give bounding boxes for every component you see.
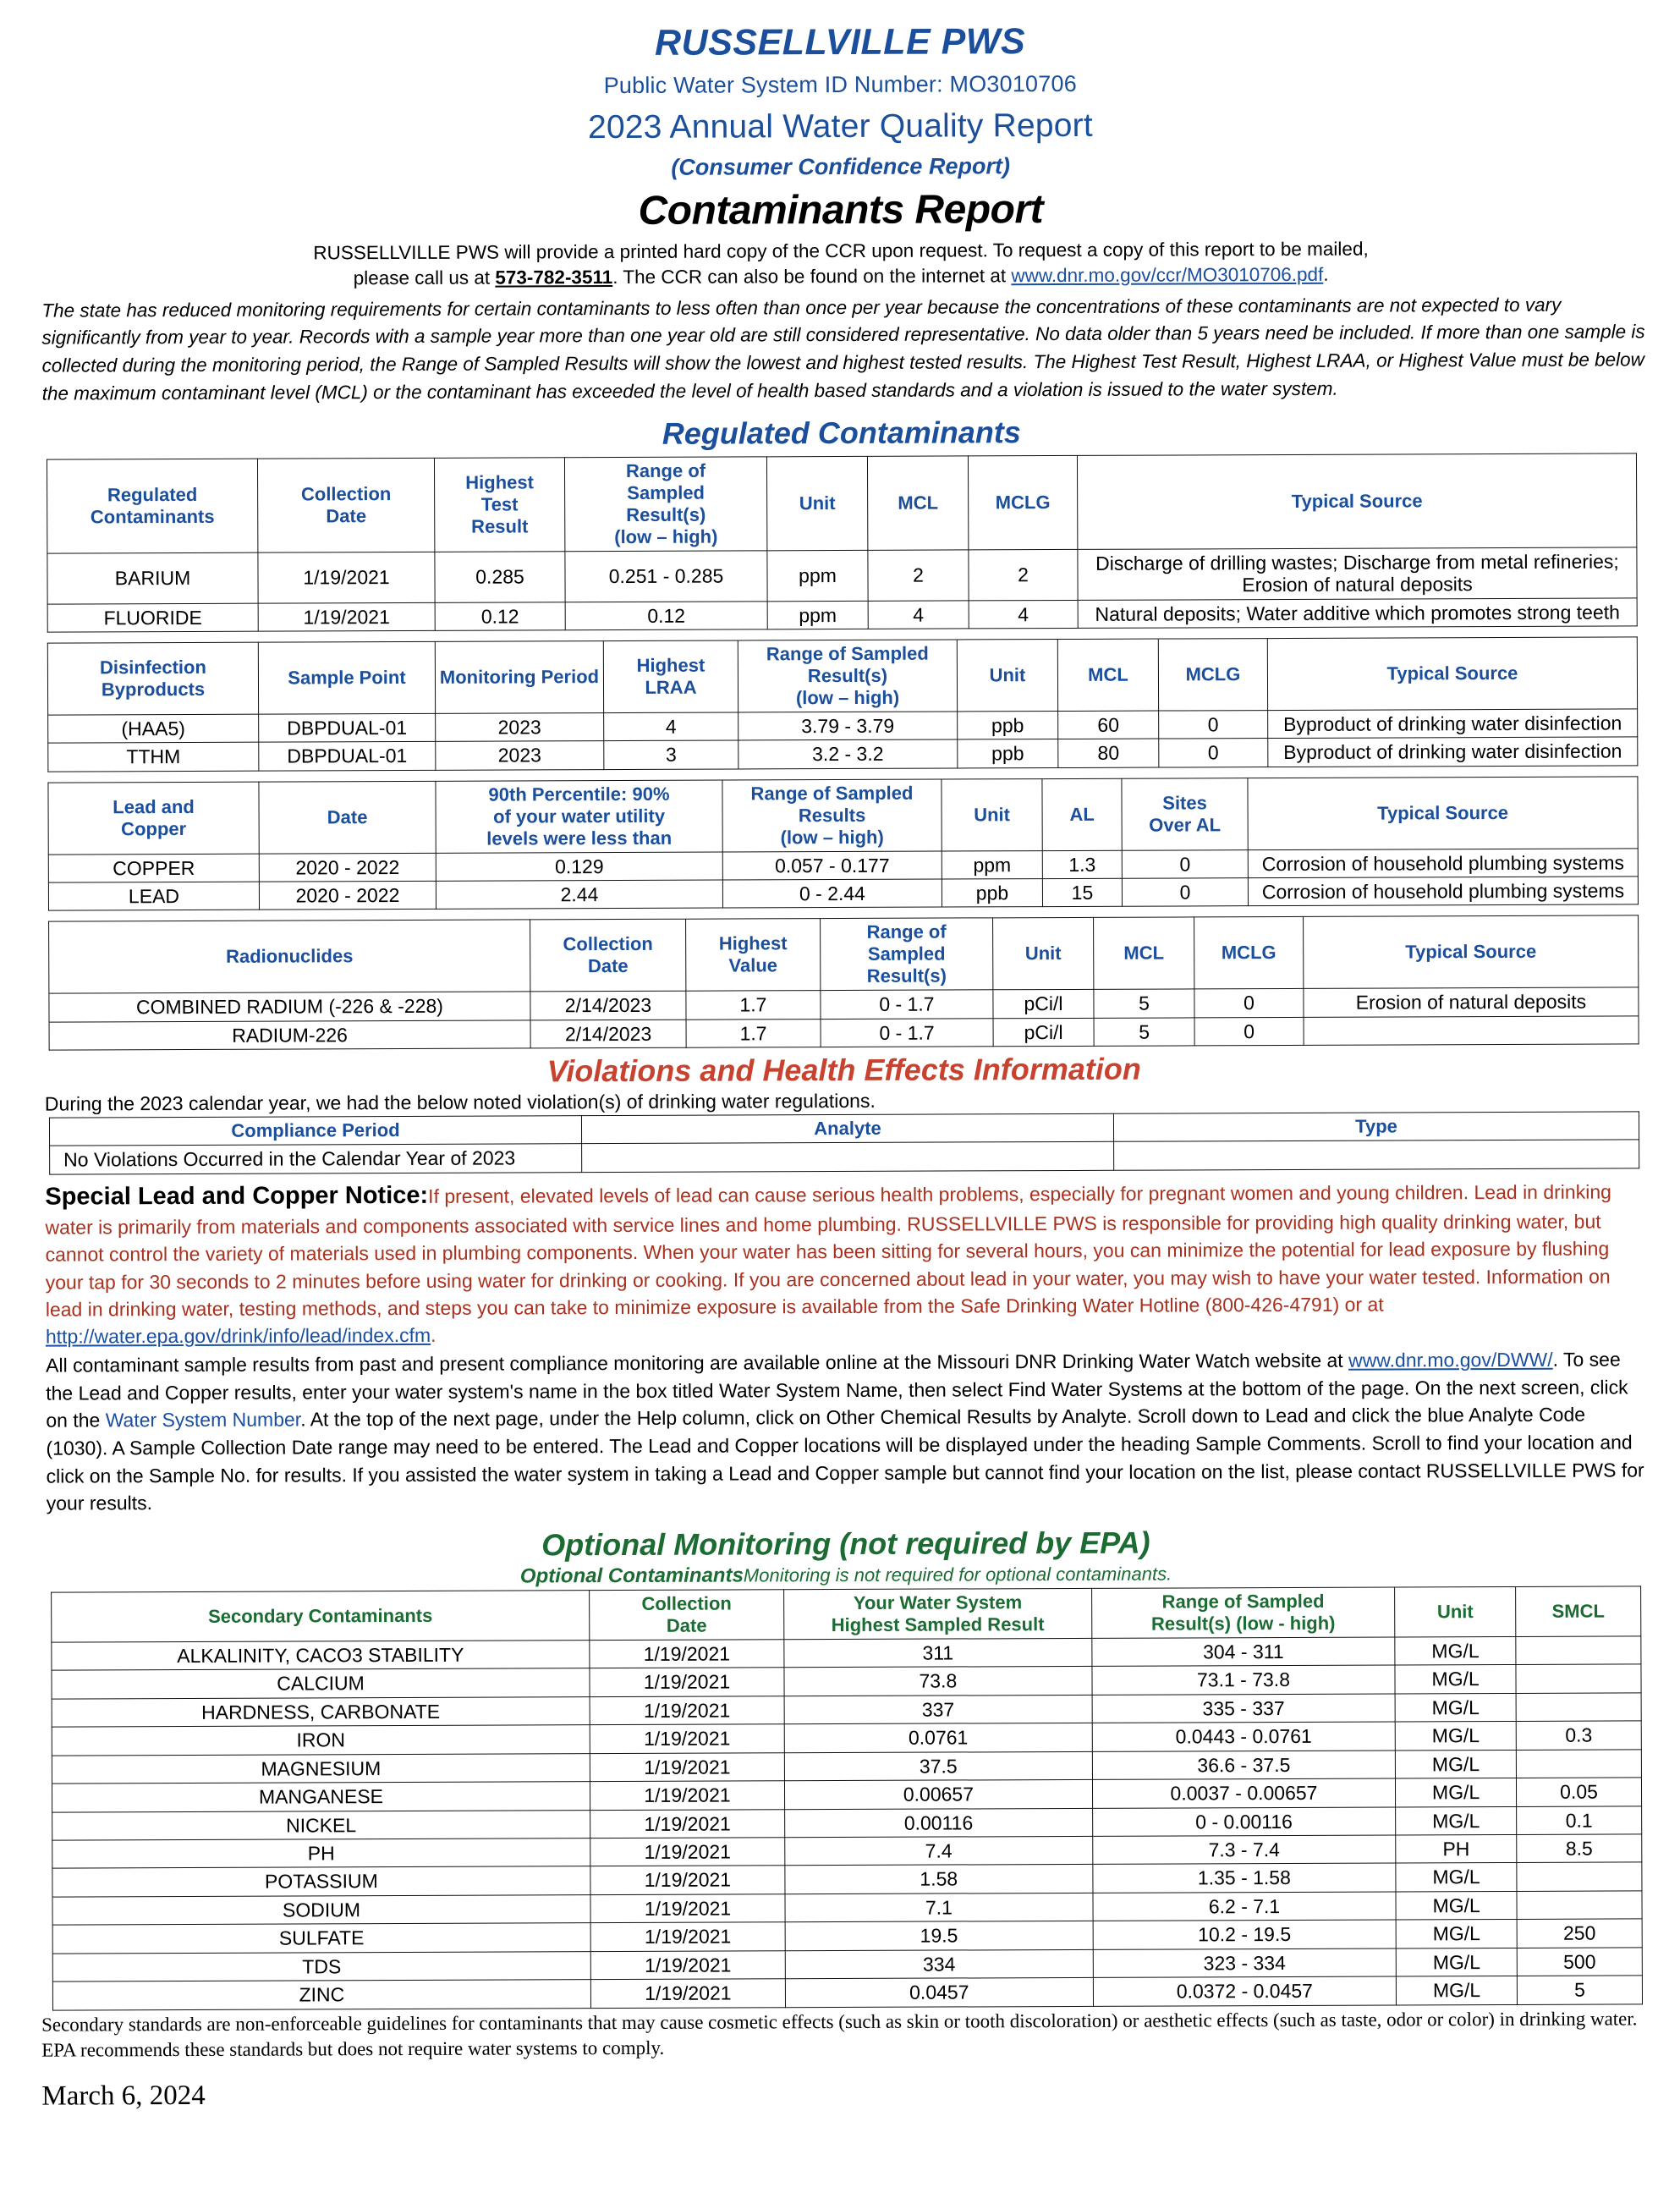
unit: pCi/l bbox=[993, 1018, 1094, 1047]
report-header bbox=[0, 20, 1680, 237]
highest-sampled-result: 334 bbox=[785, 1949, 1093, 1979]
unit: ppb bbox=[958, 711, 1058, 739]
lead-and-copper-table bbox=[47, 776, 1639, 911]
col-range-of-sampled-results: Range of Sampled Results (low – high) bbox=[722, 779, 942, 852]
col-range-of-sampled-results: Range of Sampled Result(s) (low – high) bbox=[738, 640, 957, 712]
highest-sampled-result: 311 bbox=[784, 1638, 1092, 1668]
contaminant-name: MAGNESIUM bbox=[52, 1753, 590, 1784]
table-row bbox=[47, 547, 1637, 604]
sample-point: DBPDUAL-01 bbox=[259, 742, 436, 771]
contaminant-name: TDS bbox=[52, 1951, 590, 1981]
disinfection-byproducts-table bbox=[47, 636, 1639, 772]
unit: MG/L bbox=[1395, 1665, 1516, 1694]
range-sampled: 304 - 311 bbox=[1092, 1637, 1396, 1667]
col-highest-lraa: Highest LRAA bbox=[603, 640, 738, 712]
table-header-row bbox=[48, 777, 1638, 855]
col-unit: Unit bbox=[1395, 1587, 1516, 1637]
date: 2020 - 2022 bbox=[259, 853, 436, 882]
violations-intro-text: During the 2023 calendar year, we had the below noted violation(s) of drinking water regulations. bbox=[44, 1090, 876, 1115]
smcl bbox=[1516, 1693, 1641, 1722]
unit: MG/L bbox=[1396, 1948, 1517, 1976]
mcl: 4 bbox=[868, 600, 969, 629]
typical-source: Byproduct of drinking water disinfection bbox=[1268, 737, 1638, 767]
highest-lraa: 3 bbox=[604, 740, 738, 769]
unit: ppm bbox=[942, 850, 1042, 879]
col-date: Date bbox=[259, 781, 436, 854]
smcl: 5 bbox=[1517, 1976, 1642, 2004]
col-secondary-contaminants: Secondary Contaminants bbox=[52, 1591, 590, 1642]
highest-value: 1.7 bbox=[686, 1019, 821, 1047]
col-analyte: Analyte bbox=[581, 1113, 1113, 1143]
unit: MG/L bbox=[1396, 1891, 1517, 1920]
secondary-contaminants-body bbox=[52, 1636, 1643, 2010]
mclg: 0 bbox=[1159, 739, 1268, 767]
col-mclg: MCLG bbox=[1194, 917, 1304, 989]
collection-date: 1/19/2021 bbox=[590, 1724, 784, 1753]
collection-date: 1/19/2021 bbox=[590, 1979, 785, 2008]
unit: MG/L bbox=[1397, 1976, 1518, 2005]
contaminant-name: POTASSIUM bbox=[52, 1866, 590, 1897]
unit: MG/L bbox=[1396, 1778, 1517, 1807]
range-sampled: 3.79 - 3.79 bbox=[738, 712, 958, 740]
table-header-row bbox=[47, 637, 1637, 715]
highest-sampled-result: 337 bbox=[784, 1695, 1092, 1724]
unit: MG/L bbox=[1396, 1920, 1517, 1948]
contaminant-name: HARDNESS, CARBONATE bbox=[52, 1697, 590, 1728]
mclg: 0 bbox=[1159, 710, 1268, 739]
regulated-contaminants-title: Regulated Contaminants bbox=[662, 415, 1021, 451]
smcl bbox=[1516, 1750, 1641, 1778]
col-range-of-sampled-results: Range of Sampled Result(s) (low - high) bbox=[1091, 1587, 1395, 1638]
table-header-row bbox=[52, 1586, 1641, 1642]
highest-value: 1.7 bbox=[686, 991, 821, 1020]
regulated-contaminants-table bbox=[47, 453, 1638, 632]
contaminant-name: SULFATE bbox=[52, 1923, 590, 1954]
typical-source: Erosion of natural deposits bbox=[1304, 987, 1639, 1017]
unit: MG/L bbox=[1395, 1636, 1516, 1665]
no-violations-text: No Violations Occurred in the Calendar Year of 2023 bbox=[50, 1144, 582, 1174]
contaminant-name: (HAA5) bbox=[48, 714, 259, 743]
col-collection-date: Collection Date bbox=[530, 920, 686, 992]
report-subtitle: (Consumer Confidence Report) bbox=[671, 153, 1010, 180]
analyte-value bbox=[582, 1141, 1114, 1172]
period: . bbox=[1323, 263, 1329, 285]
contaminant-name: NICKEL bbox=[52, 1810, 590, 1840]
collection-date: 2/14/2023 bbox=[530, 992, 686, 1020]
typical-source: Corrosion of household plumbing systems bbox=[1248, 848, 1638, 877]
range-sampled: 0.12 bbox=[565, 601, 767, 629]
percentile-value: 0.129 bbox=[436, 852, 722, 882]
range-sampled: 0 - 0.00116 bbox=[1092, 1807, 1396, 1837]
contaminant-name: MANGANESE bbox=[52, 1782, 590, 1812]
monitoring-explanation-paragraph: The state has reduced monitoring requirements for certain contaminants to less often than once per year because the concentrations of these contaminants are not expected to vary significantly from year to year. Records with a sample year more than one year old are still considered representative. No data older than 5 years need be included. If more than one sample is collected during the monitoring period, the Range of Sampled Results will show the lowest and highest tested results. The Highest Test Result, Highest LRAA, or Highest Value must be below the maximum contaminant level (MCL) or the contaminant has exceeded the level of health based standards and a violation is issued to the water system. bbox=[41, 294, 1645, 404]
unit: pCi/l bbox=[993, 990, 1094, 1019]
smcl bbox=[1517, 1862, 1642, 1891]
highest-sampled-result: 19.5 bbox=[785, 1921, 1093, 1951]
collection-date: 2/14/2023 bbox=[530, 1020, 686, 1048]
col-sites-over-al: Sites Over AL bbox=[1122, 778, 1248, 849]
range-sampled: 3.2 - 3.2 bbox=[738, 739, 958, 768]
highest-sampled-result: 1.58 bbox=[785, 1865, 1093, 1894]
unit: MG/L bbox=[1396, 1806, 1517, 1835]
col-typical-source: Typical Source bbox=[1077, 453, 1636, 549]
col-collection-date: Collection Date bbox=[257, 458, 434, 552]
violations-title: Violations and Health Effects Information bbox=[546, 1051, 1141, 1089]
col-radionuclides: Radionuclides bbox=[49, 920, 530, 993]
col-mcl: MCL bbox=[1057, 639, 1158, 711]
range-sampled: 0.0443 - 0.0761 bbox=[1092, 1722, 1396, 1751]
sites-over-al: 0 bbox=[1122, 878, 1248, 907]
epa-lead-link[interactable]: http://water.epa.gov/drink/info/lead/index.cfm bbox=[45, 1323, 431, 1348]
range-sampled: 0.0372 - 0.0457 bbox=[1093, 1976, 1397, 2006]
col-lead-and-copper: Lead and Copper bbox=[48, 782, 259, 855]
range-sampled: 0 - 1.7 bbox=[821, 990, 993, 1019]
contaminant-name: COPPER bbox=[48, 854, 259, 882]
range-sampled: 323 - 334 bbox=[1093, 1948, 1397, 1978]
mcl: 2 bbox=[868, 550, 969, 601]
smcl bbox=[1516, 1636, 1641, 1665]
drinking-water-watch-paragraph bbox=[46, 1345, 1652, 1517]
violations-table bbox=[49, 1112, 1639, 1175]
special-lead-copper-notice bbox=[45, 1173, 1651, 1350]
mclg: 4 bbox=[969, 600, 1078, 629]
collection-date: 1/19/2021 bbox=[590, 1894, 785, 1923]
col-monitoring-period: Monitoring Period bbox=[435, 641, 603, 714]
dww-part-2: . To see the Lead and Copper results, enter your water system's name in the box titled Water System Name, then select Find Water Systems at the bottom of the page. On the next screen, click on the bbox=[46, 1348, 1628, 1432]
range-sampled: 73.1 - 73.8 bbox=[1092, 1665, 1396, 1695]
monitoring-period: 2023 bbox=[436, 712, 604, 741]
typical-source: Discharge of drilling wastes; Discharge from metal refineries; Erosion of natural deposits bbox=[1078, 547, 1637, 600]
al: 1.3 bbox=[1042, 850, 1122, 879]
notice-body: If present, elevated levels of lead can cause serious health problems, especially for pregnant women and young children. Lead in drinking water is primarily from materials and components associated with service lines and home plumbing. RUSSELLVILLE PWS is responsible for providing high quality drinking water, but cannot control the variety of materials used in plumbing components. When your water has been sitting for several hours, you can minimize the potential for lead exposure by flushing your tap for 30 seconds to 2 minutes before using water for drinking or cooking. If you are concerned about lead in your water, you may wish to have your water tested. Information on lead in drinking water, testing methods, and steps you can take to minimize exposure is available from the Safe Drinking Water Hotline (800-426-4791) or at bbox=[45, 1180, 1611, 1321]
col-mcl: MCL bbox=[1094, 917, 1194, 989]
col-regulated-contaminants: Regulated Contaminants bbox=[47, 459, 257, 553]
unit: ppm bbox=[767, 601, 868, 629]
col-unit: Unit bbox=[957, 640, 1057, 712]
col-highest-value: Highest Value bbox=[686, 919, 821, 991]
phone-number[interactable]: 573-782-3511 bbox=[495, 266, 613, 289]
monitoring-period: 2023 bbox=[436, 741, 604, 770]
highest-sampled-result: 0.0761 bbox=[784, 1723, 1092, 1753]
col-mclg: MCLG bbox=[1158, 639, 1267, 711]
table-header-row bbox=[47, 453, 1636, 553]
collection-date: 1/19/2021 bbox=[590, 1922, 785, 1951]
smcl: 0.1 bbox=[1517, 1806, 1642, 1834]
contaminant-name: RADIUM-226 bbox=[49, 1020, 530, 1051]
optional-contaminants-label: Optional Contaminants bbox=[519, 1564, 744, 1588]
sample-point: DBPDUAL-01 bbox=[259, 713, 436, 742]
col-90th-percentile: 90th Percentile: 90% of your water utility levels were less than bbox=[436, 780, 722, 853]
col-highest-test-result: Highest Test Result bbox=[434, 458, 564, 552]
range-sampled: 7.3 - 7.4 bbox=[1092, 1835, 1396, 1865]
contaminant-name: TTHM bbox=[48, 742, 259, 771]
collection-date: 1/19/2021 bbox=[258, 552, 435, 603]
percentile-value: 2.44 bbox=[436, 880, 722, 910]
table-row bbox=[52, 1976, 1642, 2010]
contaminant-name: FLUORIDE bbox=[47, 603, 258, 632]
water-system-number-phrase: Water System Number bbox=[105, 1408, 301, 1432]
contaminant-name: PH bbox=[52, 1838, 590, 1869]
mclg: 0 bbox=[1194, 1017, 1304, 1046]
mcl: 5 bbox=[1094, 989, 1194, 1018]
mcl: 5 bbox=[1094, 1018, 1194, 1047]
range-sampled: 0.251 - 0.285 bbox=[565, 551, 767, 602]
highest-sampled-result: 0.0457 bbox=[785, 1978, 1093, 2008]
collection-date: 1/19/2021 bbox=[590, 1781, 784, 1810]
smcl: 8.5 bbox=[1517, 1834, 1642, 1863]
dww-link[interactable]: www.dnr.mo.gov/DWW/ bbox=[1348, 1348, 1553, 1371]
col-range-of-sampled-results: Range of Sampled Result(s) (low – high) bbox=[564, 457, 766, 552]
typical-source: Byproduct of drinking water disinfection bbox=[1268, 709, 1638, 739]
range-sampled: 1.35 - 1.58 bbox=[1093, 1863, 1397, 1893]
smcl: 250 bbox=[1517, 1919, 1642, 1948]
unit: ppb bbox=[942, 879, 1042, 908]
col-unit: Unit bbox=[993, 918, 1094, 990]
col-unit: Unit bbox=[942, 778, 1042, 850]
highest-lraa: 4 bbox=[604, 712, 738, 741]
col-unit: Unit bbox=[766, 456, 867, 550]
main-heading: Contaminants Report bbox=[638, 187, 1044, 234]
highest-sampled-result: 0.00116 bbox=[785, 1808, 1093, 1838]
notice-period: . bbox=[431, 1323, 436, 1346]
contaminant-name: LEAD bbox=[48, 882, 259, 910]
smcl bbox=[1517, 1891, 1642, 1920]
contaminant-name: IRON bbox=[52, 1725, 590, 1756]
col-mcl: MCL bbox=[867, 456, 968, 550]
contaminant-name: ZINC bbox=[52, 1980, 590, 2010]
highest-sampled-result: 37.5 bbox=[784, 1751, 1092, 1781]
report-title: 2023 Annual Water Quality Report bbox=[587, 107, 1093, 146]
col-disinfection-byproducts: Disinfection Byproducts bbox=[47, 642, 258, 715]
range-sampled: 335 - 337 bbox=[1092, 1694, 1396, 1723]
typical-source bbox=[1304, 1016, 1639, 1046]
mclg: 0 bbox=[1194, 989, 1304, 1018]
radionuclides-table bbox=[48, 915, 1639, 1051]
unit: MG/L bbox=[1396, 1863, 1517, 1892]
report-date: March 6, 2024 bbox=[41, 2080, 206, 2113]
col-range-of-sampled-results: Range of Sampled Result(s) bbox=[821, 918, 993, 991]
collection-date: 1/19/2021 bbox=[590, 1951, 785, 1980]
al: 15 bbox=[1042, 878, 1122, 907]
smcl: 500 bbox=[1517, 1948, 1642, 1976]
col-sample-point: Sample Point bbox=[258, 641, 435, 714]
col-smcl: SMCL bbox=[1516, 1586, 1641, 1636]
col-typical-source: Typical Source bbox=[1267, 637, 1637, 711]
contaminant-name: CALCIUM bbox=[52, 1668, 590, 1699]
unit: PH bbox=[1396, 1834, 1517, 1863]
highest-sampled-result: 73.8 bbox=[784, 1667, 1092, 1696]
unit: ppb bbox=[958, 739, 1058, 768]
col-al: AL bbox=[1042, 778, 1122, 850]
range-sampled: 6.2 - 7.1 bbox=[1093, 1892, 1397, 1921]
secondary-contaminants-table bbox=[51, 1586, 1643, 2010]
collection-date: 1/19/2021 bbox=[590, 1668, 784, 1696]
range-sampled: 0 - 1.7 bbox=[821, 1019, 993, 1047]
range-sampled: 36.6 - 37.5 bbox=[1092, 1751, 1396, 1780]
optional-monitoring-title: Optional Monitoring (not required by EPA) bbox=[541, 1525, 1150, 1563]
hardcopy-line-1: RUSSELLVILLE PWS will provide a printed hard copy of the CCR upon request. To request a copy of this report to be mailed, bbox=[313, 238, 1369, 264]
collection-date: 1/19/2021 bbox=[590, 1640, 784, 1668]
range-sampled: 10.2 - 19.5 bbox=[1093, 1920, 1397, 1949]
contaminant-name: COMBINED RADIUM (-226 & -228) bbox=[49, 992, 530, 1022]
smcl bbox=[1516, 1664, 1641, 1693]
optional-monitoring-note: Monitoring is not required for optional contaminants. bbox=[743, 1563, 1172, 1586]
ccr-document-page bbox=[0, 20, 1680, 2193]
mclg: 2 bbox=[969, 549, 1078, 600]
collection-date: 1/19/2021 bbox=[590, 1753, 784, 1782]
highest-sampled-result: 0.00657 bbox=[784, 1780, 1092, 1810]
unit: MG/L bbox=[1395, 1722, 1516, 1751]
sites-over-al: 0 bbox=[1122, 849, 1248, 878]
pws-id-number: Public Water System ID Number: MO3010706 bbox=[603, 71, 1077, 99]
col-typical-source: Typical Source bbox=[1248, 777, 1638, 850]
col-type: Type bbox=[1113, 1112, 1639, 1141]
mcl: 80 bbox=[1058, 739, 1159, 767]
typical-source: Natural deposits; Water additive which promotes strong teeth bbox=[1078, 597, 1637, 628]
collection-date: 1/19/2021 bbox=[590, 1696, 784, 1725]
hardcopy-request-text bbox=[1, 235, 1680, 292]
contaminant-name: ALKALINITY, CACO3 STABILITY bbox=[52, 1641, 590, 1671]
smcl: 0.05 bbox=[1516, 1778, 1641, 1806]
table-row bbox=[49, 1016, 1639, 1051]
collection-date: 1/19/2021 bbox=[258, 602, 435, 631]
col-highest-sampled-result: Your Water System Highest Sampled Result bbox=[784, 1588, 1092, 1639]
range-sampled: 0.057 - 0.177 bbox=[722, 851, 942, 880]
call-us-prefix: please call us at bbox=[353, 267, 496, 289]
collection-date: 1/19/2021 bbox=[590, 1866, 785, 1894]
typical-source: Corrosion of household plumbing systems bbox=[1248, 877, 1638, 906]
col-compliance-period: Compliance Period bbox=[49, 1116, 581, 1146]
col-mclg: MCLG bbox=[968, 455, 1077, 549]
type-value bbox=[1114, 1140, 1639, 1170]
col-typical-source: Typical Source bbox=[1304, 915, 1639, 988]
secondary-standards-footnote: Secondary standards are non-enforceable guidelines for contaminants that may cause cosmetic effects (such as skin or tooth discoloration) or aesthetic effects (such as taste, odor or color) in drinking water. EPA recommends these standards but does not require water systems to comply. bbox=[41, 2008, 1638, 2061]
mcl: 60 bbox=[1058, 711, 1159, 739]
internet-prefix: . The CCR can also be found on the internet at bbox=[612, 265, 1012, 288]
date: 2020 - 2022 bbox=[259, 881, 436, 910]
contaminant-name: SODIUM bbox=[52, 1895, 590, 1926]
highest-sampled-result: 7.1 bbox=[785, 1893, 1093, 1922]
highest-test-result: 0.12 bbox=[435, 602, 565, 630]
collection-date: 1/19/2021 bbox=[590, 1838, 785, 1866]
contaminant-name: BARIUM bbox=[47, 552, 258, 604]
highest-test-result: 0.285 bbox=[435, 551, 565, 602]
water-system-name: RUSSELLVILLE PWS bbox=[654, 21, 1026, 63]
unit: MG/L bbox=[1396, 1750, 1517, 1778]
range-sampled: 0.0037 - 0.00657 bbox=[1092, 1778, 1396, 1808]
range-sampled: 0 - 2.44 bbox=[722, 879, 942, 908]
table-row bbox=[50, 1140, 1639, 1174]
unit: ppm bbox=[767, 550, 868, 601]
dww-part-3: . At the top of the next page, under the Help column, click on Other Chemical Results by Analyte. Scroll down to Lead and click the blue Analyte Code (1030). A Sample Collection Date range may need to be entered. The Lead and Copper locations will be displayed under the heading Sample Comments. Scroll to find your location and click on the Sample No. for results. If you assisted the water system in taking a Lead and Copper sample but cannot find your location on the list, please contact RUSSELLVILLE PWS for your results. bbox=[46, 1404, 1644, 1515]
notice-heading: Special Lead and Copper Notice: bbox=[45, 1181, 429, 1211]
unit: MG/L bbox=[1395, 1693, 1516, 1722]
table-header-row bbox=[49, 915, 1639, 993]
smcl: 0.3 bbox=[1516, 1721, 1641, 1750]
col-collection-date: Collection Date bbox=[590, 1590, 784, 1641]
collection-date: 1/19/2021 bbox=[590, 1809, 785, 1838]
ccr-pdf-link[interactable]: www.dnr.mo.gov/ccr/MO3010706.pdf bbox=[1011, 263, 1324, 287]
dww-part-1: All contaminant sample results from past and present compliance monitoring are available online at the Missouri DNR Drinking Water Watch website at bbox=[46, 1349, 1349, 1377]
highest-sampled-result: 7.4 bbox=[785, 1836, 1093, 1866]
